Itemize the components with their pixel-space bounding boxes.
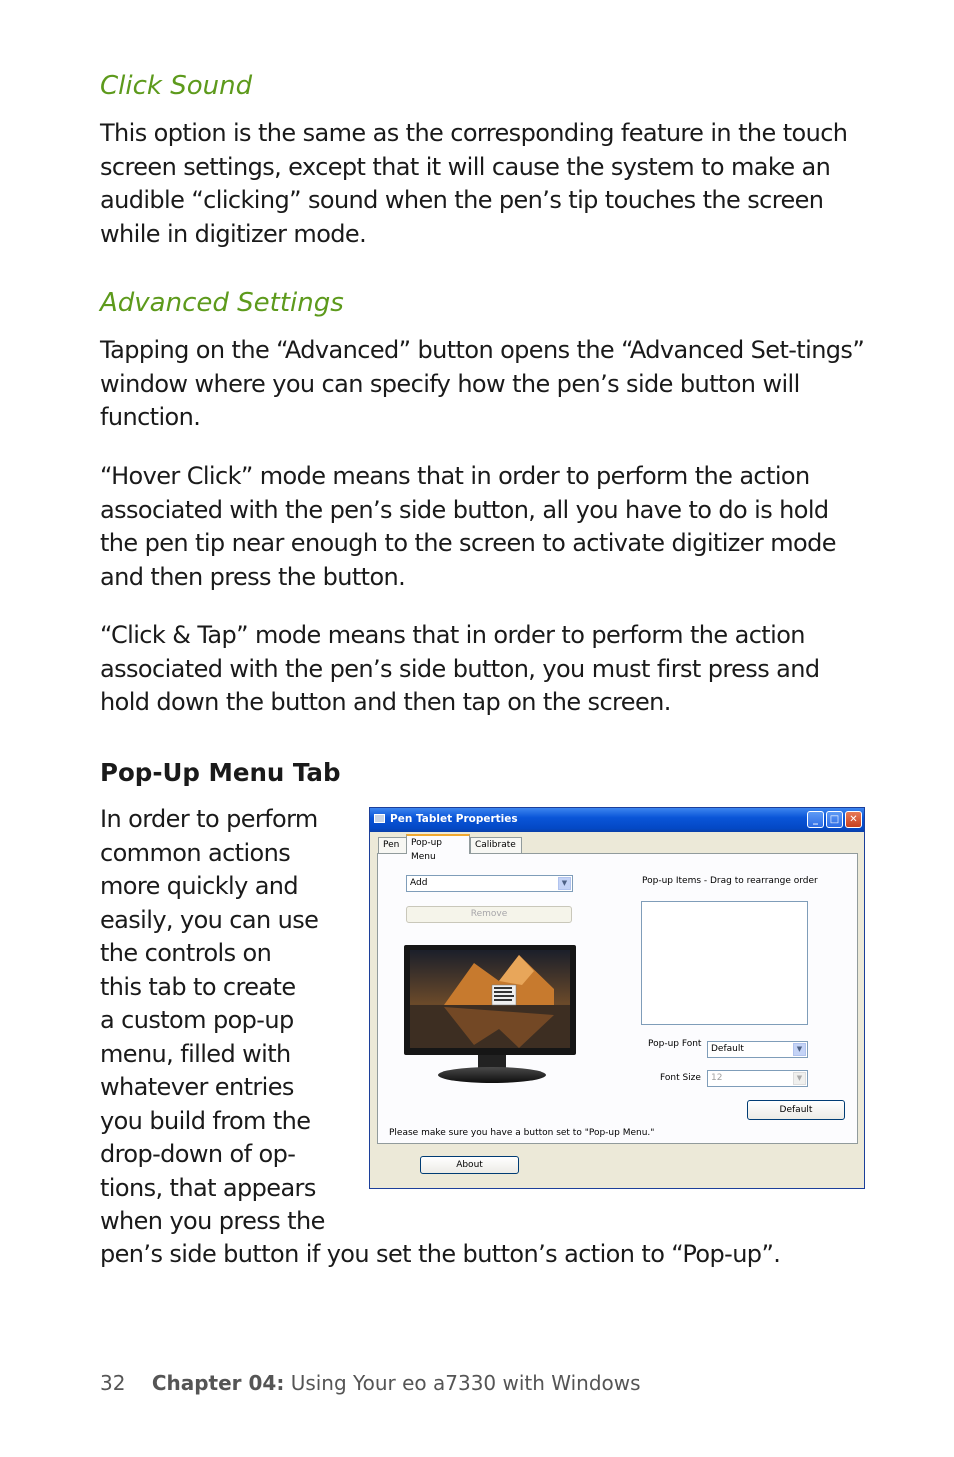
chevron-down-icon[interactable]: ▼ <box>793 1072 806 1085</box>
body-line: you build from the <box>100 1106 311 1135</box>
body-line: drop-down of op- <box>100 1140 296 1168</box>
popup-menu-panel <box>377 853 858 1144</box>
maximize-icon[interactable]: □ <box>826 811 843 828</box>
click-sound-paragraph: This option is the same as the corresponding feature in the touch screen settings, except that it will cause the system to make an audible “clicking” sound when the pen’s tip touches the screen while in digitizer mode. <box>100 119 848 248</box>
body-line: In order to perform <box>100 805 318 833</box>
click-sound-heading: Click Sound <box>100 71 253 101</box>
page-number: 32 <box>100 1371 126 1395</box>
popup-font-select[interactable] <box>707 1041 808 1058</box>
monitor-preview <box>404 945 580 1085</box>
add-combo[interactable] <box>406 875 573 892</box>
tab-pen[interactable]: Pen <box>378 837 407 853</box>
minimize-icon[interactable]: _ <box>807 811 824 828</box>
chevron-down-icon[interactable]: ▼ <box>558 877 571 890</box>
font-size-select[interactable] <box>707 1070 808 1087</box>
chevron-down-icon[interactable]: ▼ <box>793 1043 806 1056</box>
popup-note: Please make sure you have a button set to "Pop-up Menu." <box>389 1128 655 1138</box>
body-line: more quickly and <box>100 872 299 900</box>
body-line: easily, you can use <box>100 905 319 934</box>
body-line: tions, that appears <box>100 1173 316 1202</box>
preview-menu-item <box>494 995 514 997</box>
body-line: a custom pop-up <box>100 1006 294 1034</box>
preview-menu-item <box>494 991 512 993</box>
font-size-label: Font Size <box>660 1073 701 1083</box>
popup-items-label: Pop-up Items - Drag to rearrange order <box>642 876 818 886</box>
preview-menu-item <box>494 987 512 989</box>
body-line: common actions <box>100 838 291 867</box>
remove-button[interactable]: Remove <box>406 906 572 923</box>
preview-menu-item <box>494 999 512 1001</box>
chapter-label: Chapter 04: <box>151 1371 285 1395</box>
advanced-settings-heading: Advanced Settings <box>100 288 344 318</box>
tab-calibrate[interactable]: Calibrate <box>470 837 522 853</box>
popup-font-value: Default <box>711 1044 744 1054</box>
dialog-title: Pen Tablet Properties <box>390 813 518 825</box>
add-combo-value: Add <box>410 878 428 888</box>
popup-items-list[interactable] <box>641 901 808 1025</box>
close-icon[interactable]: ✕ <box>845 811 862 828</box>
pen-tablet-properties-dialog <box>369 807 865 1189</box>
chapter-title: Using Your eo a7330 with Windows <box>290 1371 641 1395</box>
monitor-image <box>404 945 580 1085</box>
popup-menu-tab-heading: Pop-Up Menu Tab <box>100 758 341 787</box>
default-button[interactable]: Default <box>747 1100 845 1120</box>
advanced-paragraph-2: “Hover Click” mode means that in order to perform the action associated with the pen’s side button, all you have to do is hold the pen tip near enough to the screen to activate digitizer mode and then press the button. <box>100 462 836 591</box>
popup-body-tail: pen’s side button if you set the button’s action to “Pop-up”. <box>100 1240 781 1268</box>
popup-body-column <box>100 803 360 1239</box>
body-line: this tab to create <box>100 972 296 1001</box>
app-icon <box>374 814 385 823</box>
advanced-paragraph-1: Tapping on the “Advanced” button opens the “Advanced Set-tings” window where you can specify how the pen’s side button will function. <box>100 336 865 431</box>
about-button[interactable]: About <box>420 1156 519 1174</box>
advanced-paragraph-3: “Click & Tap” mode means that in order to perform the action associated with the pen’s side button, you must first press and hold down the button and then tap on the screen. <box>100 621 820 716</box>
popup-font-label: Pop-up Font <box>648 1039 702 1049</box>
page-footer <box>100 1370 641 1396</box>
dialog-titlebar <box>370 808 864 832</box>
body-line: menu, filled with <box>100 1039 291 1068</box>
body-line: when you press the <box>100 1207 325 1235</box>
font-size-value: 12 <box>711 1073 723 1083</box>
body-line: whatever entries <box>100 1073 294 1101</box>
body-line: the controls on <box>100 939 272 967</box>
tab-popup-menu[interactable]: Pop-up Menu <box>406 834 470 854</box>
